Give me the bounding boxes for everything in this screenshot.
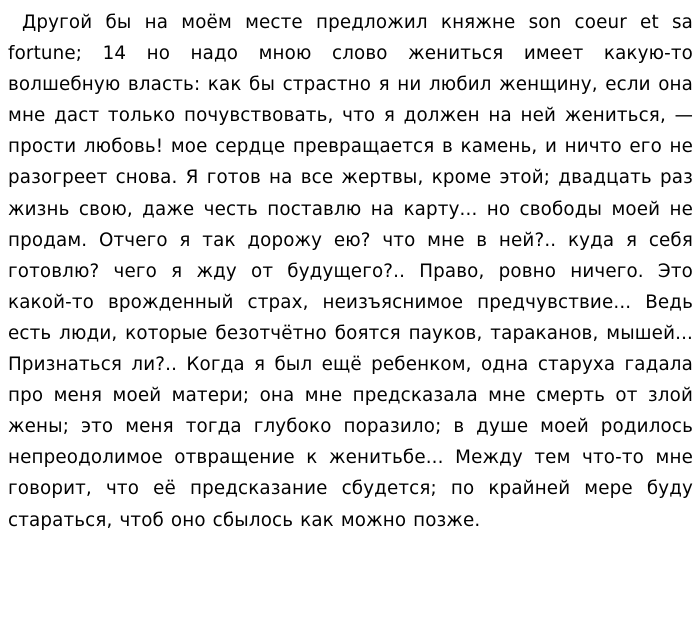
document-page — [8, 7, 693, 536]
body-paragraph: Другой бы на моём месте предложил княжне son coeur et sa fortune; 14 но надо мною слово жениться имеет какую-то волшебную власть: как бы страстно я ни любил женщину, если она мне даст только почувствовать, что я должен на ней жениться, — прости любовь! мое сердце превращается в камень, и ничто его не разогреет снова. Я готов на все жертвы, кроме этой; двадцать раз жизнь свою, даже честь поставлю на карту... но свободы моей не продам. Отчего я так дорожу ею? что мне в ней?.. куда я себя готовлю? чего я жду от будущего?.. Право, ровно ничего. Это какой-то врожденный страх, неизъяснимое предчувствие... Ведь есть люди, которые безотчётно боятся пауков, тараканов, мышей... Признаться ли?.. Когда я был ещё ребенком, одна старуха гадала про меня моей матери; она мне предсказала мне смерть от злой жены; это меня тогда глубоко поразило; в душе моей родилось непреодолимое отвращение к женитьбе... Между тем что-то мне говорит, что её предсказание сбудется; по крайней мере буду стараться, чтоб оно сбылось как можно позже. — [8, 12, 693, 531]
